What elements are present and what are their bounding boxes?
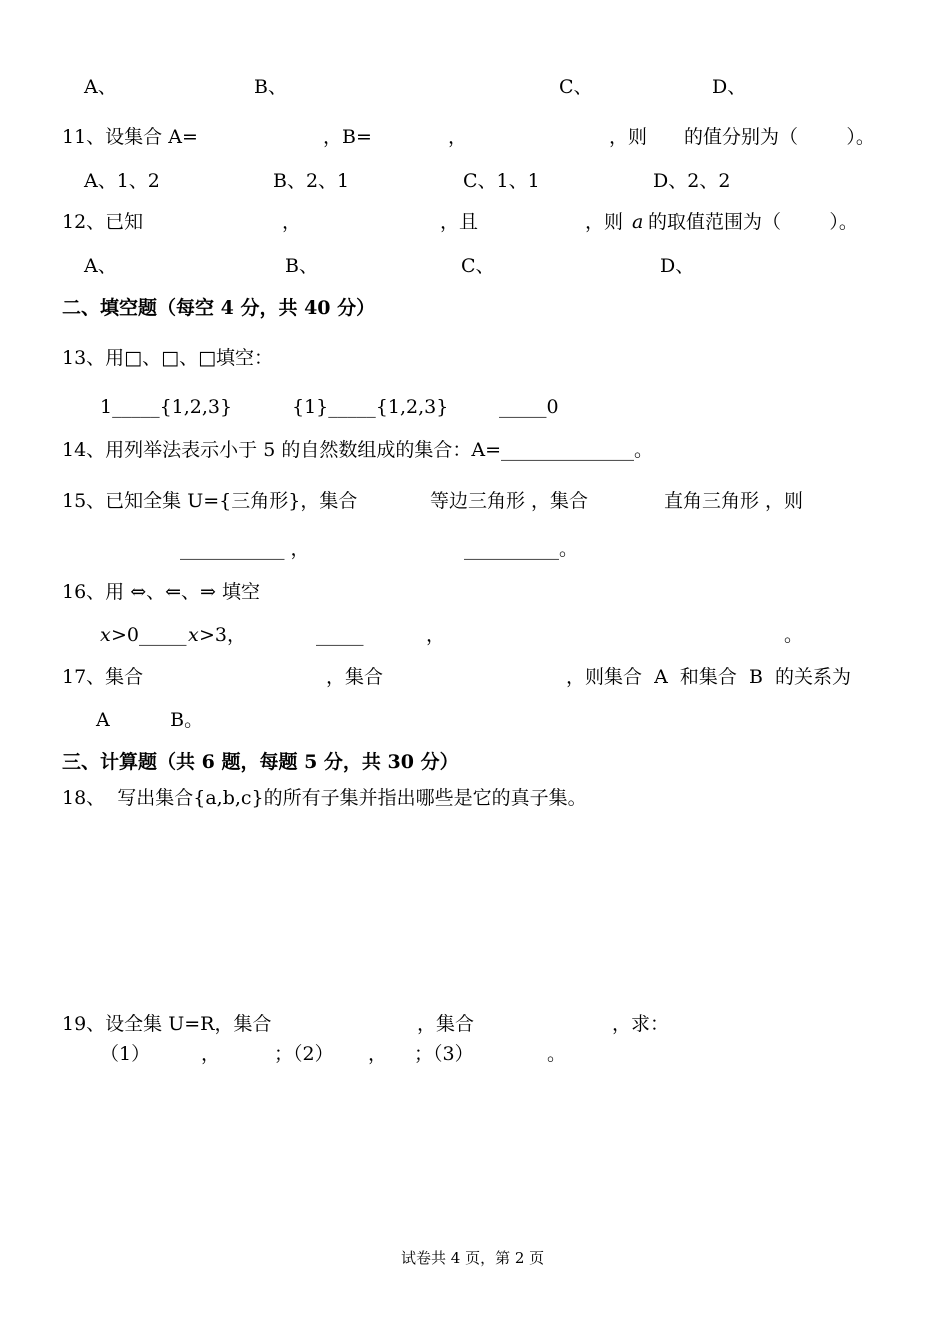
q19-part-3: ；（3） xyxy=(414,1043,474,1065)
page-footer: 试卷共 4 页，第 2 页 xyxy=(401,1249,545,1267)
q15-stem-c: 直角三角形 ，则 xyxy=(664,490,804,512)
q10-option-b: B、 xyxy=(254,76,287,98)
q19-stem-b: ，集合 xyxy=(417,1013,475,1035)
q11-stem-b: ，B= xyxy=(323,126,372,148)
q17-stem-c: ，则集合 A 和集合 B 的关系为 xyxy=(566,666,852,688)
q13-blank-3: _____0 xyxy=(499,396,559,418)
q19-part-1-comma: ， xyxy=(201,1043,221,1065)
q12-option-c: C、 xyxy=(461,255,495,277)
q11-stem-d: ，则 xyxy=(609,126,648,148)
q17-stem-a: 17、集合 xyxy=(62,666,144,688)
q11-option-d: D、2、2 xyxy=(653,170,731,192)
q12-stem-b: ， xyxy=(282,211,302,233)
q15-stem-b: 等边三角形 ，集合 xyxy=(430,490,589,512)
q16-var-x1: x xyxy=(100,624,111,646)
q12-stem-c: ，且 xyxy=(440,211,479,233)
q13-stem: 13、用□、□、□填空： xyxy=(62,347,274,369)
section-2-heading: 二、填空题（每空 4 分，共 40 分） xyxy=(62,297,376,319)
q12-option-d: D、 xyxy=(660,255,695,277)
q12-var-a: a xyxy=(632,211,644,233)
q15-blank-1: ___________ ， xyxy=(180,538,310,560)
q15-stem-a: 15、已知全集 U={三角形}，集合 xyxy=(62,490,358,512)
q16-end: 。 xyxy=(784,624,804,646)
q19-part-2: ；（2） xyxy=(274,1043,334,1065)
q12-stem-a: 12、已知 xyxy=(62,211,144,233)
q16-part-a: >0_____ xyxy=(111,624,187,646)
q16-comma: ， xyxy=(426,624,446,646)
q10-option-a: A、 xyxy=(84,76,117,98)
q13-blank-2: {1}_____{1,2,3} xyxy=(292,396,449,418)
q10-option-d: D、 xyxy=(712,76,747,98)
q19-part-1: （1） xyxy=(100,1043,151,1065)
q12-option-b: B、 xyxy=(285,255,318,277)
q19-part-2-comma: ， xyxy=(368,1043,388,1065)
q17-answer-line: A B。 xyxy=(96,709,204,731)
q14-stem: 14、用列举法表示小于 5 的自然数组成的集合：A=______________。 xyxy=(62,439,653,461)
q11-stem-c: ， xyxy=(448,126,468,148)
q19-stem-a: 19、设全集 U=R，集合 xyxy=(62,1013,272,1035)
q16-part-b: >3， xyxy=(199,624,247,646)
q12-option-a: A、 xyxy=(84,255,117,277)
section-3-heading: 三、计算题（共 6 题，每题 5 分，共 30 分） xyxy=(62,751,459,773)
q15-blank-2: __________。 xyxy=(464,538,579,560)
q19-stem-c: ，求： xyxy=(612,1013,670,1035)
q16-blank-2: _____ xyxy=(316,624,364,646)
q11-option-a: A、1、2 xyxy=(84,170,160,192)
q11-stem-a: 11、设集合 A= xyxy=(62,126,198,148)
q19-end: 。 xyxy=(547,1043,567,1065)
q12-stem-d: ，则 xyxy=(585,211,624,233)
q10-option-c: C、 xyxy=(559,76,593,98)
q18-stem: 18、 写出集合{a,b,c}的所有子集并指出哪些是它的真子集。 xyxy=(62,787,587,809)
q16-stem: 16、用 ⇔、⇐、⇒ 填空 xyxy=(62,581,261,603)
q12-stem-e: 的取值范围为（ ）。 xyxy=(648,211,858,233)
q11-option-c: C、1、1 xyxy=(463,170,540,192)
q11-stem-e: 的值分别为（ ）。 xyxy=(684,126,875,148)
q11-option-b: B、2、1 xyxy=(273,170,350,192)
q17-stem-b: ，集合 xyxy=(326,666,384,688)
q13-blank-1: 1_____{1,2,3} xyxy=(100,396,233,418)
q16-var-x2: x xyxy=(188,624,199,646)
